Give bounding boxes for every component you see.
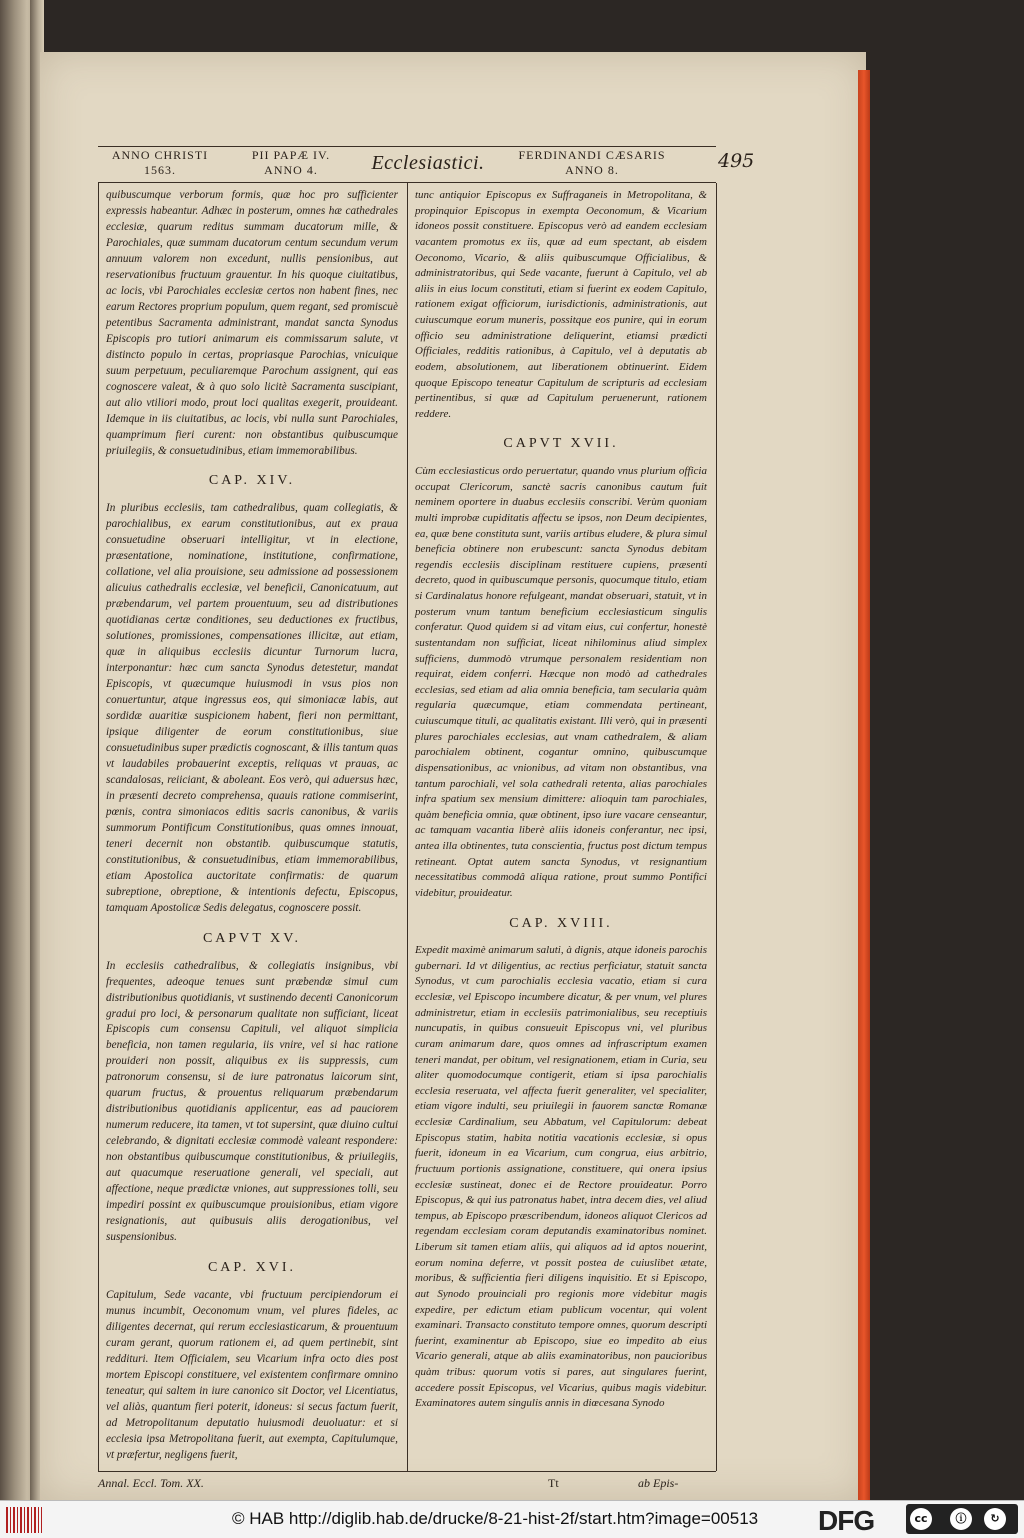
header-anno-christi (98, 148, 222, 178)
chapter-heading: CAP. XVIII. (509, 915, 613, 931)
paragraph: Expedit maximè animarum saluti, à dignis, atque idoneis parochis gubernari. Id vt diligentius, ac rectius perficiatur, statuit sancta Synodus, vt cum parochialis ecclesia vacatio, etiam si cura ecclesiæ, vel Episcopo incumbere dicatur, & per vnum, vel plures administretur, etiam in ecclesiis patrimonialibus, seu receptiuis nuncupatis, in quibus consueuit Episcopus vni, vel pluribus curam animarum dare, quos omnes ad infrascriptum examen teneri mandat, per obitum, vel resignationem, etiam in Curia, seu aliter quomodocumque contigerit, etiam si ipsa parochialis ecclesia reseruata, vel affecta fuerit generaliter, vel specialiter, etiam vigore indulti, seu priuilegii in fauorem sanctæ Romanæ ecclesiæ Cardinalium, seu Abbatum, vel Capitulorum: debeat Episcopus statim, habita notitia vacationis ecclesiæ, si opus fuerit, idoneum in ea Vicarium, cum congrua, eius arbitrio, fructuum portionis assignatione, constituere, qui onera ipsius ecclesiæ sustineat, donec ei de Rectore prouideatur. Porro Episcopus, & qui ius patronatus habet, intra decem dies, vel aliud tempus, ab Episcopo præscribendum, idoneos aliquot Clericos ad regendam ecclesiam coram deputandis examinatoribus nominet. Liberum sit tamen etiam aliis, qui aliquos ad id aptos nouerint, eorum nomina deferre, vt possit postea de cuiuslibet ætate, moribus, & sufficientia fieri diligens inquisitio. Et si Episcopo, aut Synodo prouinciali pro regionis more videbitur magis expedire, per edictum etiam publicum vocentur, qui volent examinari. Transacto constituto tempore omnes, quorum descripti fuerint, examinentur ab Episcopo, siue eo impedito ab eius Vicario generali, atque ab aliis examinatoribus, non paucioribus quàm tribus: quorum votis si pares, aut singulares fuerint, accedere possit Episcopus, vel Vicarius, quibus magis videbitur. Examinatores autem singulis annis in diœcesana Synodo (415, 944, 707, 1410)
chapter-heading: CAPVT XVII. (503, 436, 619, 452)
right-border-rule (716, 183, 717, 1471)
paragraph: In pluribus ecclesiis, tam cathedralibus, quam collegiatis, & parochialibus, ex earum constitutionibus, aut ex praua consuetudine obseruari intelligitur, vt in electione, præsentatione, nominatione, institutione, confirmatione, collatione, vel alia prouisione, seu admissione ad possessionem alicuius cathedralis ecclesiæ, vel beneficii, Canonicatuum, aut præbendarum, vel partem prouentuum, seu ad distributiones quotidianas certæ conditiones, seu deductiones ex fructibus, solutiones, promissiones, compensationes illicitæ, aut etiam, quæ in aliquibus ecclesiis dicuntur Turnorum lucra, interponantur: hæc cum sancta Synodus detestetur, mandat Episcopis, vt quæcumque huiusmodi in vsus pios non conuertuntur, atque ingressus eos, qui simoniacæ labis, aut sordidæ auaritiæ suspicionem habent, fieri non permittant, ipsique diligenter de eorum constitutionibus, siue consuetudinibus super prædictis cognoscant, & illis tantum quas vt laudabiles probauerint exceptis, reliquas vt prauas, ac scandalosas, reiiciant, & aboleant. Eos verò, qui aduersus hæc, in præsenti decreto comprehensa, quauis ratione commiserint, pœnis, contra simoniacos editis sacris canonibus, & variis summorum Pontificum Constitutionibus, quas omnes innouat, teneri decernit non obstantib. quibuscumque statutis, constitutionibus, & consuetudinibus, etiam immemorabilibus, etiam Apostolica auctoritate confirmatis: de quarum subreptione, obreptione, & intentionis defectu, Episcopus, tamquam Apostolicæ Sedis delegatus, cognoscere possit. (106, 502, 398, 914)
running-header (98, 148, 768, 180)
header-pope-year: ANNO 4. (264, 163, 318, 177)
cc-license-badge[interactable] (906, 1504, 1018, 1534)
header-pope (236, 148, 346, 178)
chapter-heading: CAPVT XV. (202, 930, 302, 946)
chapter-heading: CAP. XIV. (208, 473, 296, 489)
left-border-rule (98, 183, 99, 1471)
paragraph: Capitulum, Sede vacante, vbi fructuum percipiendorum ei munus incumbit, Oeconomum vnum, vel plures fideles, ac diligentes decernat, qui rerum ecclesiasticarum, & prouentuum curam gerant, quorum rationem ei, ad quem pertinebit, sint reddituri. Item Officialem, seu Vicarium infra octo dies post mortem Episcopi constituere, vel existentem confirmare omnino teneatur, qui saltem in iure canonico sit Doctor, vel Licentiatus, vel aliàs, quantum fieri poterit, idoneus: si secus factum fuerit, ad Metropolitanum deputatio huiusmodi deuoluatur: et si ecclesia ipsa Metropolitana fuerit, aut exempta, Capitulumque, vt præfertur, negligens fuerit, (106, 1289, 398, 1461)
signature-mark: Tt (548, 1476, 559, 1490)
footer-rule (98, 1471, 716, 1472)
chapter-heading: CAP. XVI. (207, 1260, 297, 1276)
left-text-column (106, 188, 398, 1464)
cc-icon: cc (910, 1508, 932, 1530)
sa-icon: ↻ (984, 1508, 1006, 1530)
header-title: Ecclesiastici. (371, 152, 485, 174)
red-page-edge (858, 70, 870, 1500)
header-emperor-year: ANNO 8. (565, 163, 619, 177)
header-pope-label: PII PAPÆ IV. (251, 148, 331, 162)
by-icon: ⓘ (950, 1508, 972, 1530)
center-column-rule (407, 183, 408, 1471)
page-number: 495 (718, 150, 755, 172)
header-top-rule (98, 146, 716, 147)
header-anno-christi-label: ANNO CHRISTI (111, 148, 209, 162)
header-emperor-label: FERDINANDI CÆSARIS (518, 148, 666, 162)
paragraph: In ecclesiis cathedralibus, & collegiatis insignibus, vbi frequentes, adeoque tenues sunt præbendæ simul cum distributionibus quotidianis, vt sustinendo decenti Canonicorum gradui pro loci, & personarum qualitate non sufficiant, liceat Episcopis cum consensu Capituli, vel aliquot simplicia beneficia, non tamen regularia, iis vnire, vel si hac ratione prouideri non possit, aliquibus ex iis suppressis, cum patronorum consensu, si de iure patronatus laicorum sint, quarum fructus, & prouentus reliquarum præbendarum distributionibus quotidianis applicentur, eas ad pauciorem numerum reducere, ita tamen, vt tot supersint, quæ diuino cultui celebrando, & dignitati ecclesiæ commodè valeant respondere: non obstantibus quibuscumque constitutionibus, & priuilegiis, aut quacumque reseruatione generali, vel speciali, aut affectione, neque prædictæ vniones, aut suppressiones tolli, seu impediri possint ex quibuscumque prouisionibus, etiam vigore resignationis, aut quibusuis aliis derogationibus, vel suspensionibus. (106, 959, 398, 1244)
paragraph: Cùm ecclesiasticus ordo peruertatur, quando vnus plurium officia occupat Clericorum, sanctè sacris canonibus cautum fuit neminem oportere in duabus ecclesiis conscribi. Verùm quoniam multi improbæ cupiditatis affectu se ipsos, non Deum decipientes, ea, quæ bene constituta sunt, variis artibus eludere, & plura simul beneficia obtinere non erubescunt: sancta Synodus debitam regendis ecclesiis disciplinam restituere cupiens, præsenti decreto, quod in quibuscumque personis, quocumque titulo, etiam si Cardinalatus honore refulgeant, mandat obseruari, statuit, vt in posterum vnum tantum beneficium ecclesiasticum singulis conferatur. Quod quidem si ad vitam eius, cui confertur, honestè sustentandam non sufficiat, liceat nihilominus aliud simplex sufficiens, dummodò vtrumque personalem residentiam non requirat, eidem conferri. Hæcque non modò ad cathedrales ecclesias, sed etiam ad alia omnia beneficia, tam secularia quàm regularia quæcumque, etiam commendata pertineant, cuiuscumque tituli, ac qualitatis existant. Illi verò, qui in præsenti plures parochiales ecclesias, aut vnam cathedralem, & aliam parochialem obtinent, cogantur omnino, quibuscumque dispensationibus, ac vnionibus, ad vitam non obstantibus, vna tantum parochiali, vel sola cathedrali retenta, alias parochiales infra spatium sex mensium dimittere: alioquin tam parochiales, quàm beneficia omnia, quæ obtinent, ipso iure vacare censeantur, ac tamquam vacantia liberè aliis idoneis conferantur, nec ipsi, antea illa obtinentes, tuta conscientia, fructus post dictum tempus retineant. Optat autem sancta Synodus, vt resignantium necessitatibus commodâ aliqua ratione, prout summo Pontifici videbitur, prouideatur. (415, 465, 707, 899)
signature-line: Annal. Eccl. Tom. XX. (98, 1476, 204, 1490)
source-credit[interactable]: © HAB http://diglib.hab.de/drucke/8-21-hist-2f/start.htm?image=00513 (232, 1509, 759, 1528)
dfg-logo: DFG (818, 1505, 875, 1536)
catchword: ab Epis- (638, 1476, 679, 1490)
paragraph: tunc antiquior Episcopus ex Suffraganeis in Metropolitana, & propinquior Episcopus in exempta Oeconomum, & Vicarium idoneos possit constituere. Episcopus verò ad eandem ecclesiam vacantem promotus ex iis, quæ ad eum spectant, ab eisdem Oeconomo, Vicario, & aliis quibuscumque Officialibus, & administratoribus, qui Sede vacante, fuerunt à Capitulo, vel ab aliis in eius locum constituti, etiam si fuerint ex eodem Capitulo, rationem exigat officiorum, iurisdictionis, administrationis, aut cuiuscumque eorum muneris, possitque eos punire, qui in eorum officio seu administratione deliquerint, etiamsi prædicti Officiales, redditis rationibus, à Capitulo, vel à deputatis ab eodem, absolutionem, aut liberationem obtinuerint. Eidem quoque Episcopo teneatur Capitulum de scripturis ad ecclesiam pertinentibus, si quæ ad Capitulum peruenerunt, rationem reddere. (415, 189, 707, 420)
paragraph: quibuscumque verborum formis, quæ hoc pro sufficienter expressis habeantur. Adhæc in posterum, omnes hæ cathedrales ecclesiæ, quarum reditus summam ducatorum mille, & Parochiales, quæ summam ducatorum centum secundum verum annuum valorem non excedunt, nullis pensionibus, aut reservationibus fructuum grauentur. In his quoque ciuitatibus, ac locis, vbi Parochiales ecclesiæ certos non habent fines, nec earum Rectores proprium populum, quem regant, sed promiscuè petentibus Sacramenta administrant, mandat sancta Synodus Episcopis pro tutiori animarum eis commissarum salute, vt distincto populo in certas, propriasque Parochias, vnicuique suum perpetuum, peculiaremque Parochum assignent, qui eas cognoscere valeat, & à quo solo licitè Sacramenta suscipiant, aut alio vtiliori modo, prout loci qualitas exegerit, prouideant. Idemque in iis ciuitatibus, ac locis, vbi nulla sunt Parochiales, quamprimum fieri curent: non obstantibus quibuscumque priuilegiis, & consuetudinibus, etiam immemorabilibus. (106, 189, 398, 457)
viewer-credit-bar (0, 1500, 1024, 1538)
right-text-column (415, 188, 707, 1412)
hab-logo-icon (6, 1507, 42, 1533)
header-emperor (502, 148, 682, 178)
header-anno-christi-year: 1563. (144, 163, 176, 177)
